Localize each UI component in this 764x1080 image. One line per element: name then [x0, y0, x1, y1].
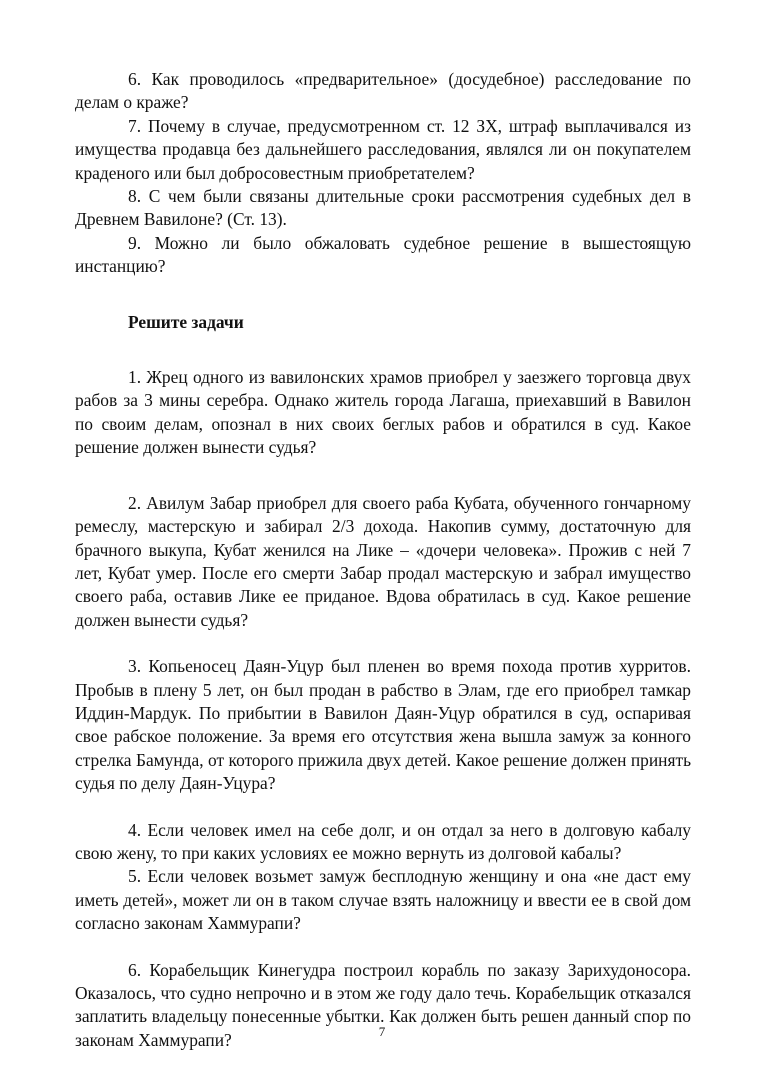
section-heading: Решите задачи [128, 311, 244, 332]
question-8: 8. С чем были связаны длительные сроки рассмотрения судебных дел в Древнем Вавилоне? (Ст. 13). [75, 186, 691, 230]
question-7: 7. Почему в случае, предусмотренном ст. 12 ЗХ, штраф выплачивался из имущества продавца без дальнейшего расследования, являлся ли он покупателем краденого или был добросовестным приобретателем? [75, 115, 691, 183]
task-1: 1. Жрец одного из вавилонских храмов приобрел у заезжего торговца двух рабов за 3 мины серебра. Однако житель города Лагаша, приехавший в Вавилон по своим делам, опознал в них своих беглых рабов и обратился в суд. Какое решение должен вынести судья? [75, 367, 691, 458]
task-5: 5. Если человек возьмет замуж бесплодную женщину и она «не даст ему иметь детей», может ли он в таком случае взять наложницу и ввести ее в свой дом согласно законам Хаммурапи? [75, 866, 691, 934]
task-4: 4. Если человек имел на себе долг, и он отдал за него в долговую кабалу свою жену, то при каких условиях ее можно вернуть из долговой кабалы? [75, 819, 691, 863]
question-9: 9. Можно ли было обжаловать судебное решение в вышестоящую инстанцию? [75, 232, 691, 277]
page-number: 7 [378, 1024, 386, 1039]
question-6: 6. Как проводилось «предварительное» (досудебное) расследование по делам о краже? [75, 69, 691, 113]
task-2: 2. Авилум Забар приобрел для своего раба Кубата, обученного гончарному ремеслу, мастерскую и забирал 2/3 дохода. Накопив сумму, достаточную для брачного выкупа, Кубат женился на Лике – «дочери человека». Прожив с ней 7 лет, Кубат умер. После его смерти Забар продал мастерскую и забрал имущество своего раба, оставив Лике ее приданое. Вдова обратилась в суд. Какое решение должен вынести судья? [75, 492, 691, 630]
task-6: 6. Корабельщик Кинегудра построил корабль по заказу Зарихудоносора. Оказалось, что судно непрочно и в этом же году дало течь. Корабельщик отказался заплатить владельцу понесенные убытки. Как должен быть решен данный спор по законам Хаммурапи? [75, 959, 691, 1050]
task-3: 3. Копьеносец Даян-Уцур был пленен во время похода против хурритов. Пробыв в плену 5 лет, он был продан в рабство в Элам, где его приобрел тамкар Иддин-Мардук. По прибытии в Вавилон Даян-Уцур обратился в суд, оспаривая свое рабское положение. За время его отсутствия жена вышла замуж за конного стрелка Бамунда, от которого прижила двух детей. Какое решение должен принять судья по делу Даян-Уцура? [75, 656, 691, 794]
page-body [75, 68, 691, 1052]
